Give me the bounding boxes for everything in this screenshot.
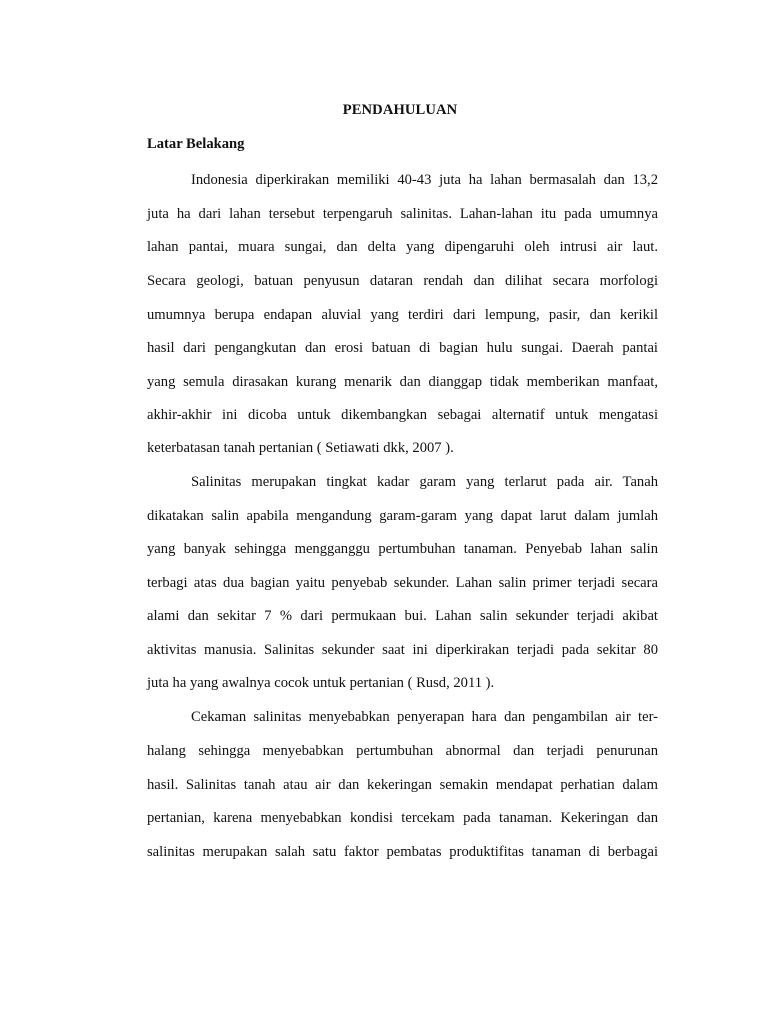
paragraph-line: terbagi atas dua bagian yaitu penyebab sekunder. Lahan salin primer terjadi secara xyxy=(147,575,658,591)
paragraph-line: Indonesia diperkirakan memiliki 40-43 juta ha lahan bermasalah dan 13,2 xyxy=(191,172,658,188)
paragraph-line: Cekaman salinitas menyebabkan penyerapan hara dan pengambilan air ter- xyxy=(191,709,658,725)
paragraph-line: aktivitas manusia. Salinitas sekunder saat ini diperkirakan terjadi pada sekitar 80 xyxy=(147,642,658,658)
section-heading: Latar Belakang xyxy=(147,136,245,152)
paragraph-line: lahan pantai, muara sungai, dan delta yang dipengaruhi oleh intrusi air laut. xyxy=(147,239,658,255)
paragraph-line: hasil dari pengangkutan dan erosi batuan di bagian hulu sungai. Daerah pantai xyxy=(147,340,658,356)
paragraph-line: yang semula dirasakan kurang menarik dan dianggap tidak memberikan manfaat, xyxy=(147,374,658,390)
paragraph-line: keterbatasan tanah pertanian ( Setiawati dkk, 2007 ). xyxy=(147,440,454,456)
page-title: PENDAHULUAN xyxy=(342,102,458,118)
paragraph-line: juta ha yang awalnya cocok untuk pertanian ( Rusd, 2011 ). xyxy=(147,675,495,691)
paragraph-line: Salinitas merupakan tingkat kadar garam yang terlarut pada air. Tanah xyxy=(191,474,658,490)
paragraph-line: dikatakan salin apabila mengandung garam-garam yang dapat larut dalam jumlah xyxy=(147,508,658,524)
paragraph-line: akhir-akhir ini dicoba untuk dikembangkan sebagai alternatif untuk mengatasi xyxy=(147,407,658,423)
paragraph-line: yang banyak sehingga mengganggu pertumbuhan tanaman. Penyebab lahan salin xyxy=(147,541,658,557)
paragraph-line: hasil. Salinitas tanah atau air dan kekeringan semakin mendapat perhatian dalam xyxy=(147,777,658,793)
paragraph-line: pertanian, karena menyebabkan kondisi tercekam pada tanaman. Kekeringan dan xyxy=(147,810,658,826)
paragraph-line: juta ha dari lahan tersebut terpengaruh salinitas. Lahan-lahan itu pada umumnya xyxy=(147,206,658,222)
paragraph-line: halang sehingga menyebabkan pertumbuhan abnormal dan terjadi penurunan xyxy=(147,743,658,759)
paragraph-line: alami dan sekitar 7 % dari permukaan bui. Lahan salin sekunder terjadi akibat xyxy=(147,608,658,624)
paragraph-line: umumnya berupa endapan aluvial yang terdiri dari lempung, pasir, dan kerikil xyxy=(147,307,658,323)
paragraph-line: Secara geologi, batuan penyusun dataran rendah dan dilihat secara morfologi xyxy=(147,273,658,289)
paragraph-line: salinitas merupakan salah satu faktor pembatas produktifitas tanaman di berbagai xyxy=(147,844,658,860)
